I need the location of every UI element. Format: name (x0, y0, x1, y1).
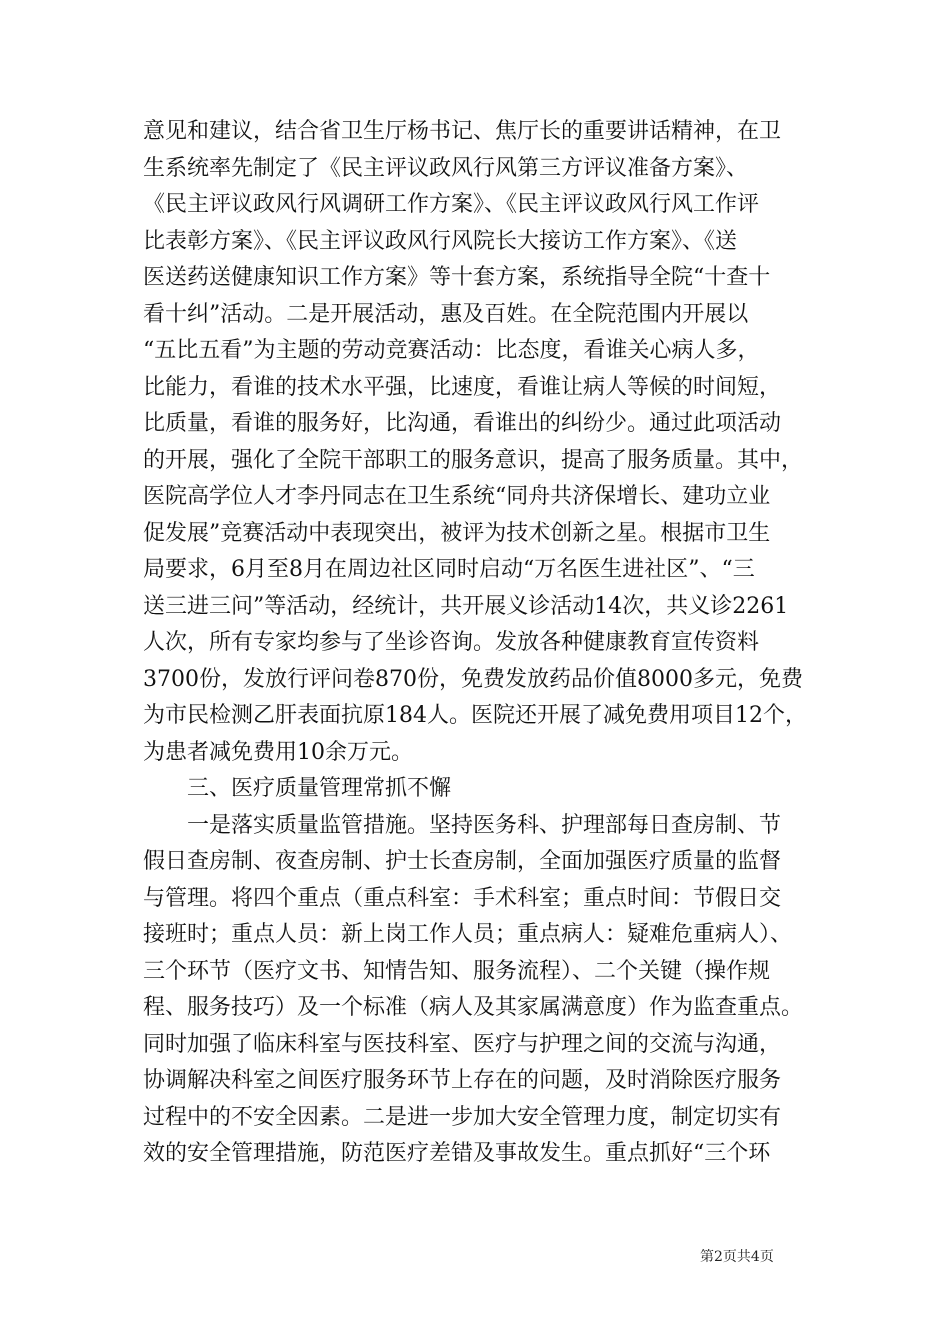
page-number: 第2页共4页 (700, 1249, 774, 1265)
text-line: 意见和建议，结合省卫生厅杨书记、焦厅长的重要讲话精神，在卫 (143, 119, 782, 144)
text-line: 局要求，6月至8月在周边社区同时启动“万名医生进社区”、“三 (143, 557, 755, 582)
text-line: 效的安全管理措施，防范医疗差错及事故发生。重点抓好“三个环 (143, 1141, 771, 1166)
text-line: 接班时；重点人员：新上岗工作人员；重点病人：疑难危重病人）、 (143, 922, 793, 947)
text-line: 过程中的不安全因素。二是进一步加大安全管理力度，制定切实有 (143, 1104, 782, 1130)
text-line: 人次，所有专家均参与了坐诊咨询。发放各种健康教育宣传资料 (143, 630, 760, 655)
text-line: “五比五看”为主题的劳动竞赛活动：比态度，看谁关心病人多， (143, 338, 760, 363)
text-line: 一是落实质量监管措施。坚持医务科、护理部每日查房制、节 (187, 812, 782, 838)
text-line: 促发展”竞赛活动中表现突出，被评为技术创新之星。根据市卫生 (143, 520, 771, 546)
text-line: 同时加强了临床科室与医技科室、医疗与护理之间的交流与沟通， (143, 1031, 782, 1057)
text-line: 为患者减免费用10余万元。 (143, 739, 413, 765)
document-body (143, 114, 823, 1173)
text-line: 的开展，强化了全院干部职工的服务意识，提高了服务质量。其中， (143, 447, 804, 473)
text-line: 与管理。将四个重点（重点科室：手术科室；重点时间：节假日交 (143, 885, 782, 911)
text-line: 假日查房制、夜查房制、护士长查房制，全面加强医疗质量的监督 (143, 849, 782, 874)
text-line: 程、服务技巧）及一个标准（病人及其家属满意度）作为监查重点。 (143, 995, 804, 1020)
text-line: 三个环节（医疗文书、知情告知、服务流程）、二个关键（操作规 (143, 958, 771, 984)
text-line: 看十纠”活动。二是开展活动，惠及百姓。在全院范围内开展以 (143, 301, 749, 327)
text-line: 比能力，看谁的技术水平强，比速度，看谁让病人等候的时间短， (143, 374, 782, 400)
text-line: 3700份，发放行评问卷870份，免费发放药品价值8000多元，免费 (143, 666, 803, 692)
text-line: 比质量，看谁的服务好，比沟通，看谁出的纠纷少。通过此项活动 (143, 411, 782, 436)
text-line: 《民主评议政风行风调研工作方案》、《民主评议政风行风工作评 (143, 192, 760, 217)
text-line: 医院高学位人才李丹同志在卫生系统“同舟共济保增长、建功立业 (143, 484, 771, 509)
text-line: 比表彰方案》、《民主评议政风行风院长大接访工作方案》、《送 (143, 228, 738, 254)
text-line: 医送药送健康知识工作方案》等十套方案，系统指导全院“十查十 (143, 265, 771, 290)
text-line: 协调解决科室之间医疗服务环节上存在的问题，及时消除医疗服务 (143, 1068, 782, 1093)
text-line: 送三进三问”等活动，经统计，共开展义诊活动14次，共义诊2261 (143, 593, 789, 619)
section-heading: 三、医疗质量管理常抓不懈 (187, 776, 452, 801)
text-line: 生系统率先制定了《民主评议政风行风第三方评议准备方案》、 (143, 155, 749, 181)
text-line: 为市民检测乙肝表面抗原184人。医院还开展了减免费用项目12个， (143, 703, 807, 728)
